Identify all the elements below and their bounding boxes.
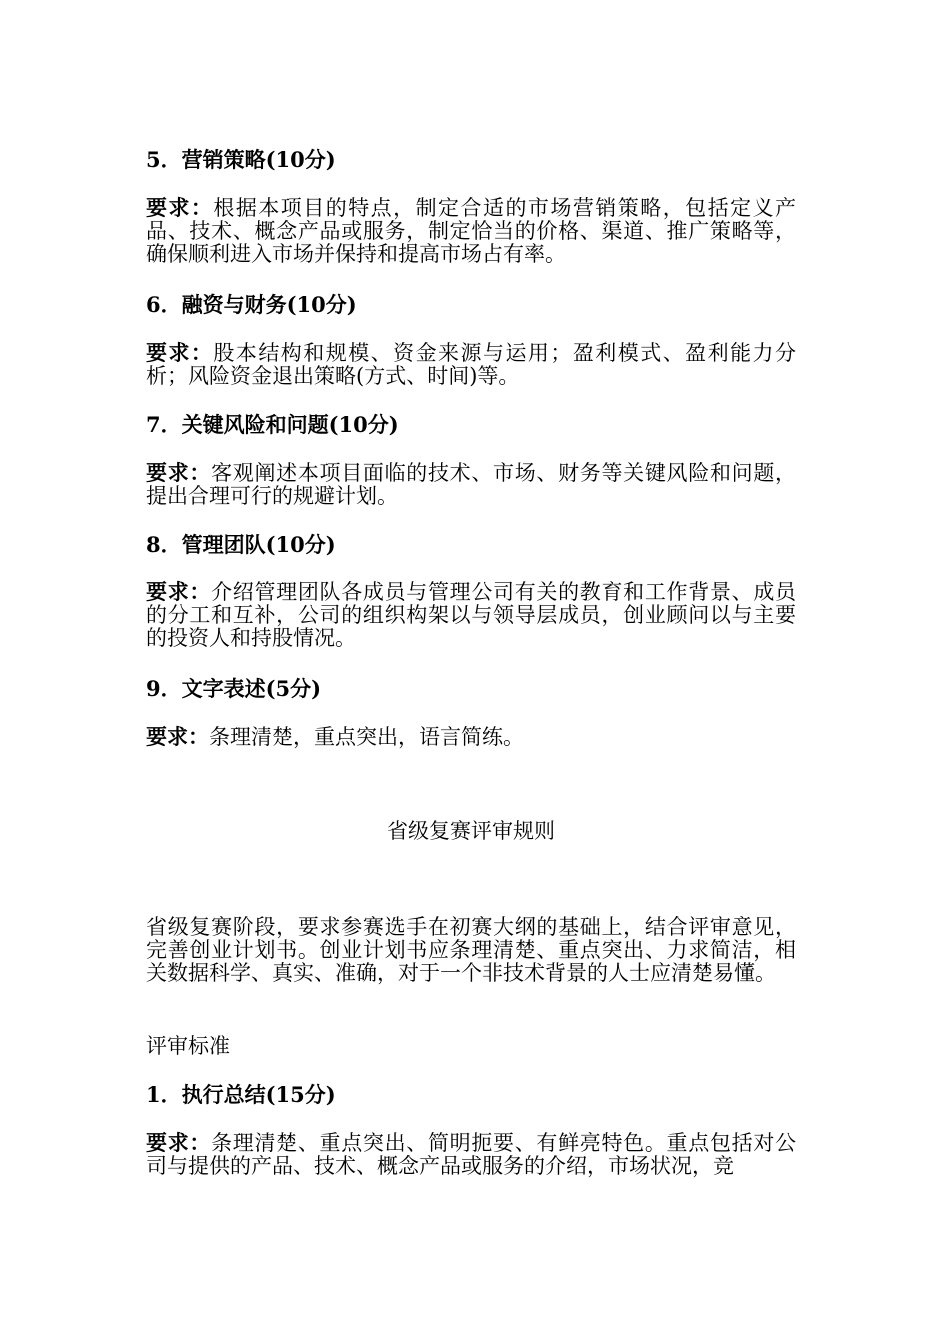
section-requirement-7 xyxy=(146,461,796,508)
requirement-label: 要求： xyxy=(146,1130,212,1155)
requirement-label: 要求： xyxy=(146,195,214,220)
section-requirement-6 xyxy=(146,341,796,388)
requirement-text: 条理清楚，重点突出，语言简练。 xyxy=(209,725,524,749)
section-heading-7: 7．关键风险和问题(10分) xyxy=(146,412,399,437)
requirement-label: 要求： xyxy=(146,724,209,749)
center-title: 省级复赛评审规则 xyxy=(387,819,555,843)
section-heading-8: 8．管理团队(10分) xyxy=(146,532,336,557)
requirement-text: 介绍管理团队各成员与管理公司有关的教育和工作背景、成员的分工和互补，公司的组织构架以与领导层成员，创业顾问以与主要的投资人和持股情况。 xyxy=(146,580,797,650)
criteria-label: 评审标准 xyxy=(146,1034,230,1058)
section-requirement-9 xyxy=(146,725,796,749)
requirement-text: 股本结构和规模、资金来源与运用；盈利模式、盈利能力分析；风险资金退出策略(方式、时间)等。 xyxy=(146,341,797,388)
requirement-text: 客观阐述本项目面临的技术、市场、财务等关键风险和问题，提出合理可行的规避计划。 xyxy=(146,461,797,508)
section-requirement-1 xyxy=(146,1131,796,1178)
requirement-label: 要求： xyxy=(146,579,212,604)
section-heading-5: 5．营销策略(10分) xyxy=(146,147,336,172)
section-requirement-8 xyxy=(146,580,796,650)
section-heading-1: 1．执行总结(15分) xyxy=(146,1082,336,1107)
intro-paragraph: 省级复赛阶段，要求参赛选手在初赛大纲的基础上，结合评审意见，完善创业计划书。创业计划书应条理清楚、重点突出、力求简洁，相关数据科学、真实、准确，对于一个非技术背景的人士应清楚易懂。 xyxy=(146,915,796,985)
requirement-text: 根据本项目的特点，制定合适的市场营销策略，包括定义产品、技术、概念产品或服务，制定恰当的价格、渠道、推广策略等，确保顺利进入市场并保持和提高市场占有率。 xyxy=(146,196,797,266)
requirement-label: 要求： xyxy=(146,340,214,365)
requirement-label: 要求： xyxy=(146,460,212,485)
section-heading-9: 9．文字表述(5分) xyxy=(146,676,322,701)
section-requirement-5 xyxy=(146,196,796,266)
section-heading-6: 6．融资与财务(10分) xyxy=(146,292,357,317)
requirement-text: 条理清楚、重点突出、简明扼要、有鲜亮特色。重点包括对公司与提供的产品、技术、概念产品或服务的介绍，市场状况，竞 xyxy=(146,1131,797,1178)
